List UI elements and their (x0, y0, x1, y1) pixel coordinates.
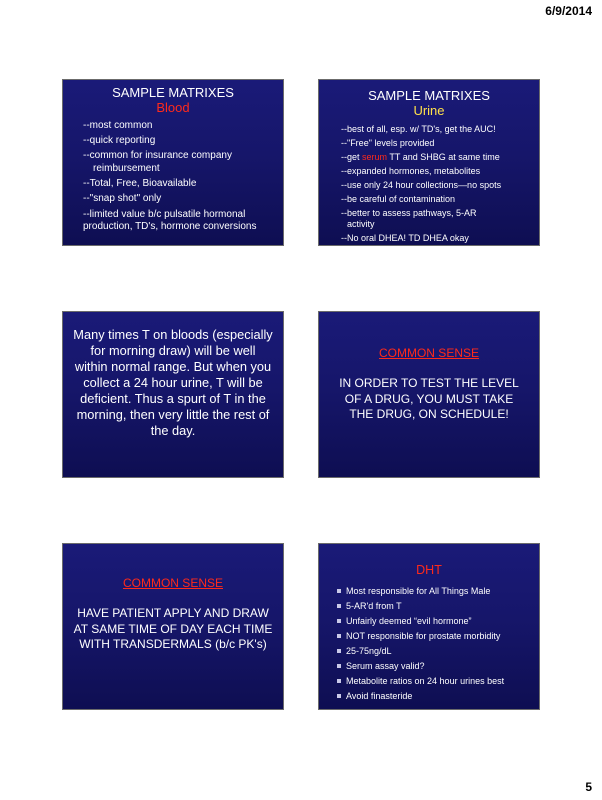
serum-highlight: serum (362, 152, 388, 162)
slide-body-text: HAVE PATIENT APPLY AND DRAW AT SAME TIME OF DAY EACH TIME WITH TRANSDERMALS (b/c PK's) (73, 606, 273, 651)
list-item: --better to assess pathways, 5-AR (341, 208, 477, 218)
list-item: --be careful of contamination (341, 194, 456, 204)
slide-sample-matrixes-urine (318, 79, 540, 246)
list-item: --"Free" levels provided (341, 138, 435, 148)
list-item: NOT responsible for prostate morbidity (337, 631, 533, 642)
list-item (341, 219, 533, 230)
slide-title: COMMON SENSE (122, 576, 223, 590)
list-item: --best of all, esp. w/ TD's, get the AUC! (341, 124, 496, 134)
slide-common-sense-transdermals (62, 543, 284, 710)
list-item: --expanded hormones, metabolites (341, 166, 481, 176)
slide-common-sense-drug-test (318, 311, 540, 478)
list-item: Serum assay valid? (337, 661, 533, 672)
list-item: --"snap shot" only (83, 193, 162, 205)
list-item: --most common (83, 120, 153, 131)
list-item (341, 152, 533, 163)
list-item-continuation: reimbursement (93, 162, 160, 174)
list-item: --No oral DHEA! TD DHEA okay (341, 233, 469, 243)
list-item: Most responsible for All Things Male (337, 586, 533, 597)
list-item: --common for insurance company (83, 150, 232, 162)
list-item: 5-AR'd from T (337, 601, 533, 612)
slide-sample-matrixes-blood (62, 79, 284, 246)
list-item: Metabolite ratios on 24 hour urines best (337, 676, 533, 687)
slide-morning-draw-note (62, 311, 284, 478)
page-date: 6/9/2014 (545, 4, 592, 18)
slide-body-text: Many times T on bloods (especially for morning draw) will be well within normal range. But when you collect a 24 hour urine, T will be deficient. Thus a spurt of T in the morning, then very little the rest of the day. (73, 327, 273, 438)
list-item-text: TT and SHBG at same time (387, 152, 500, 162)
page-number: 5 (585, 780, 592, 794)
list-item: Avoid finasteride (337, 691, 533, 702)
list-item: 25-75ng/dL (337, 646, 533, 657)
slide-dht (318, 543, 540, 710)
list-item: --Total, Free, Bioavailable (83, 178, 197, 190)
slide-subtitle: Urine (413, 103, 445, 118)
list-item: --quick reporting (83, 135, 156, 147)
slide-title: DHT (416, 563, 442, 577)
list-item-text: --get (341, 152, 363, 162)
slide-subtitle: Blood (156, 100, 190, 115)
list-item-continuation: activity (347, 219, 375, 229)
bullet-list (319, 124, 539, 244)
bullet-list (319, 586, 539, 702)
slide-title: SAMPLE MATRIXES (112, 85, 234, 100)
slide-body-text: IN ORDER TO TEST THE LEVEL OF A DRUG, YOU MUST TAKE THE DRUG, ON SCHEDULE! (339, 376, 519, 421)
list-item: --limited value b/c pulsatile hormonal production, TD's, hormone conversions (83, 208, 257, 233)
slide-title: COMMON SENSE (378, 346, 479, 360)
list-item (83, 163, 277, 176)
bullet-list (63, 120, 283, 234)
list-item: Unfairly deemed “evil hormone” (337, 616, 533, 627)
list-item: --use only 24 hour collections—no spots (341, 180, 502, 190)
slide-title: SAMPLE MATRIXES (368, 88, 490, 103)
